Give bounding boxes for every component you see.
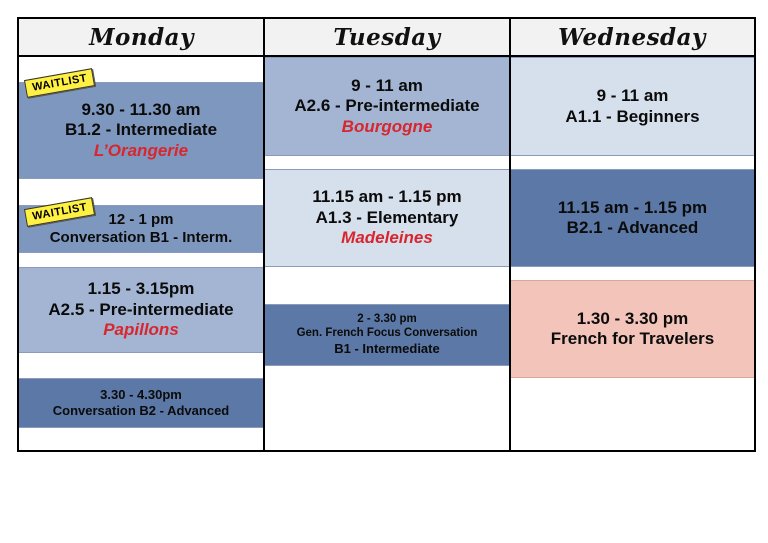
- class-time: 2 - 3.30 pm: [357, 313, 417, 326]
- class-group-name: L’Orangerie: [93, 140, 189, 160]
- class-block-wednesday-3[interactable]: [511, 280, 754, 378]
- class-time: 11.15 am - 1.15 pm: [557, 197, 708, 217]
- class-time: 11.15 am - 1.15 pm: [312, 187, 462, 207]
- class-level: A2.6 - Pre-intermediate: [294, 96, 480, 116]
- class-level: B2.1 - Advanced: [566, 218, 699, 237]
- waitlist-badge: WAITLIST: [24, 68, 95, 98]
- class-time: 12 - 1 pm: [108, 211, 174, 228]
- class-topic: Gen. French Focus Conversation: [296, 327, 478, 340]
- class-level: Conversation B2 - Advanced: [52, 403, 230, 418]
- header-tuesday: Tuesday: [264, 19, 510, 57]
- class-block-wednesday-2[interactable]: [511, 169, 754, 267]
- class-time: 9 - 11 am: [596, 86, 669, 106]
- class-group-name: Bourgogne: [341, 116, 433, 136]
- class-block-tuesday-2[interactable]: [265, 169, 509, 267]
- class-group-name: Madeleines: [341, 228, 433, 248]
- class-level: A2.5 - Pre-intermediate: [48, 299, 234, 319]
- class-block-tuesday-3[interactable]: [265, 304, 509, 366]
- class-block-monday-1[interactable]: [19, 82, 263, 179]
- class-time: 3.30 - 4.30pm: [100, 387, 182, 403]
- class-time: 1.15 - 3.15pm: [87, 279, 195, 299]
- class-level: French for Travelers: [550, 329, 715, 348]
- class-level: A1.1 - Beginners: [565, 106, 700, 126]
- class-block-tuesday-1[interactable]: [265, 57, 509, 156]
- class-level: B1.2 - Intermediate: [64, 120, 218, 140]
- class-time: 9.30 - 11.30 am: [81, 99, 201, 119]
- class-block-wednesday-1[interactable]: [511, 57, 754, 156]
- waitlist-badge: WAITLIST: [24, 197, 95, 227]
- schedule-table: [17, 17, 756, 452]
- class-level: B1 - Intermediate: [334, 341, 440, 356]
- class-time: 1.30 - 3.30 pm: [576, 308, 689, 328]
- class-block-monday-3[interactable]: [19, 267, 263, 353]
- class-group-name: Papillons: [103, 320, 179, 340]
- header-monday: Monday: [19, 19, 264, 57]
- class-block-monday-4[interactable]: [19, 378, 263, 428]
- header-wednesday: Wednesday: [510, 19, 754, 57]
- class-time: 9 - 11 am: [351, 75, 423, 95]
- class-level: Conversation B1 - Interm.: [49, 229, 233, 246]
- class-level: A1.3 - Elementary: [315, 207, 459, 227]
